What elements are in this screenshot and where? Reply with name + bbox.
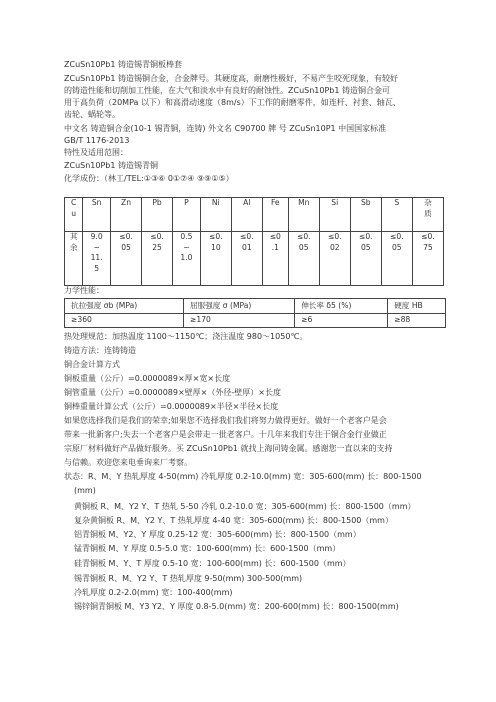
mechanical-value-row <box>65 314 446 328</box>
composition-value-cell: ≤0. 02 <box>319 232 350 286</box>
intro-line: ZCuSn10Pb1 铸造锡铜合金，合金牌号。其硬度高，耐磨性极好，不易产生咬死现象，有较好 <box>64 74 398 83</box>
mechanical-header-cell: 屈服强度 σ (MPa) <box>184 299 295 314</box>
product-line: 锡青铜板 R、M、Y2 Y、T 热轧厚度 9-50(mm) 300-500(mm) <box>74 574 303 583</box>
composition-header-cell: Zn <box>111 198 142 232</box>
product-line: 硅青铜板 M、Y、T 厚度 0.5-10 宽：100-600(mm) 长：600-1500（mm） <box>74 559 351 568</box>
mechanical-header-cell: 伸长率 δ5 (%) <box>295 299 388 314</box>
composition-header-cell: Sn <box>83 198 111 232</box>
intro-line: ZCuSn10Pb1 铸造锡青铜 <box>64 161 158 170</box>
body-line: 铜合金计算方式 <box>64 360 120 369</box>
mechanical-header-cell: 硬度 HB <box>388 299 446 314</box>
composition-value-cell: 其 余 <box>65 232 83 286</box>
body-line: 铸造方法：连铸铸造 <box>64 346 136 355</box>
composition-value-cell: ≤0. 05 <box>350 232 381 286</box>
mechanical-table <box>64 298 446 328</box>
body-line: 宗原厂材料做好产品做好服务。买 ZCuSn10Pb1 就找上海同铸金属。感谢您一直以来的支持 <box>64 444 393 453</box>
composition-header-cell: C u <box>65 198 83 232</box>
composition-table <box>64 197 444 286</box>
product-line: 锡锌铜青铜板 M、Y3 Y2、Y 厚度 0.8-5.0(mm) 宽：200-600(mm) 长：800-1500(mm) <box>74 602 399 611</box>
mechanical-value-cell: ≥170 <box>184 314 295 328</box>
intro-line: 齿轮、蜗轮等。 <box>64 110 120 119</box>
intro-line: GB/T 1176-2013 <box>64 136 130 145</box>
composition-header-cell: Fe <box>262 198 288 232</box>
composition-value-row <box>65 232 444 286</box>
intro-line: 特性及适用范围： <box>64 148 128 157</box>
product-line: 黄铜板 R、M、Y2 Y、T 热轧 5-50 冷轧 0.2-10.0 宽：305-600(mm) 长：800-1500（mm） <box>74 502 416 511</box>
body-line: 铜管重量（公斤）=0.0000089×壁厚×（外径-壁厚）×长度 <box>64 388 281 397</box>
body-line: 热处理规范：加热温度 1100～1150℃；浇注温度 980～1050℃。 <box>64 332 308 341</box>
body-line: (mm) <box>74 486 96 495</box>
composition-value-cell: 0.5 ~ 1.0 <box>173 232 201 286</box>
document-title: ZCuSn10Pb1 铸造锡青铜板棒套 <box>64 60 182 69</box>
intro-line: 化学成份：（林工/TEL:①③⑥ 0①⑦④ ⑨⑨①⑤） <box>64 174 234 183</box>
mechanical-header-row <box>65 299 446 314</box>
body-line: 铜板重量（公斤）=0.0000089×厚×宽×长度 <box>64 374 231 383</box>
composition-header-cell: S <box>381 198 412 232</box>
composition-header-cell: 杂 质 <box>412 198 443 232</box>
body-line: 铜棒重量计算公式（公斤）=0.0000089×半径×半径×长度 <box>64 402 279 411</box>
product-line: 铝青铜板 M、Y2、Y 厚度 0.25-12 宽：305-600(mm) 长：800-1500（mm） <box>74 530 361 539</box>
body-line: 与信赖。欢迎您来电垂询来厂考察。 <box>64 458 192 467</box>
composition-header-cell: Si <box>319 198 350 232</box>
product-line: 冷轧厚度 0.2-2.0(mm) 宽：100-400(mm) <box>74 588 233 597</box>
body-line: 带来一批新客户;失去一个老客户是会带走一批老客户。十几年来我们专注于铜合金行业做正 <box>64 430 387 439</box>
composition-header-cell: Mn <box>288 198 319 232</box>
product-line: 锰青铜板 M、Y 厚度 0.5-5.0 宽：100-600(mm) 长：600-1500（mm） <box>74 544 341 553</box>
composition-header-cell: Pb <box>142 198 173 232</box>
intro-line: 的铸造性能和切削加工性能，在大气和淡水中有良好的耐蚀性。ZCuSn10Pb1 铸造铜合金可 <box>64 86 390 95</box>
composition-header-cell: Ni <box>200 198 231 232</box>
mechanical-value-cell: ≥88 <box>388 314 446 328</box>
mechanical-value-cell: ≥360 <box>65 314 184 328</box>
composition-value-cell: ≤0. 25 <box>142 232 173 286</box>
composition-value-cell: ≤0. 01 <box>231 232 262 286</box>
product-line: 复杂黄铜板 R、M、Y2 Y、T 热轧厚度 4-40 宽：305-600(mm) 长：800-1500（mm） <box>74 516 393 525</box>
composition-value-cell: ≤0 .1 <box>262 232 288 286</box>
composition-value-cell: ≤0. 10 <box>200 232 231 286</box>
composition-value-cell: ≤0. 75 <box>412 232 443 286</box>
intro-line: 中文名 铸造铜合金(10-1 锡青铜，连铸) 外文名 C90700 牌 号 ZCuSn10P1 中国国家标准 <box>64 124 387 133</box>
composition-header-row <box>65 198 444 232</box>
composition-header-cell: P <box>173 198 201 232</box>
mechanical-value-cell: ≥6 <box>295 314 388 328</box>
intro-line: 用于高负荷（20MPa 以下）和高滑动速度（8m/s）下工作的耐磨零件，如连杆、衬套、轴瓦、 <box>64 98 401 107</box>
composition-value-cell: ≤0. 05 <box>111 232 142 286</box>
mechanical-label: 力学性能： <box>64 286 104 295</box>
composition-value-cell: ≤0. 05 <box>288 232 319 286</box>
body-line: 如果您选择我们是我们的荣幸;如果您不选择我们我们将努力做得更好。做好一个老客户是会 <box>64 416 387 425</box>
composition-header-cell: Al <box>231 198 262 232</box>
composition-value-cell: 9.0 ~ 11. 5 <box>83 232 111 286</box>
composition-value-cell: ≤0. 05 <box>381 232 412 286</box>
body-line: 状态：R、M、Y 热轧厚度 4-50(mm) 冷轧厚度 0.2-10.0(mm) 宽：305-600(mm) 长：800-1500 <box>64 472 422 481</box>
mechanical-header-cell: 抗拉强度 σb (MPa) <box>65 299 184 314</box>
composition-header-cell: Sb <box>350 198 381 232</box>
